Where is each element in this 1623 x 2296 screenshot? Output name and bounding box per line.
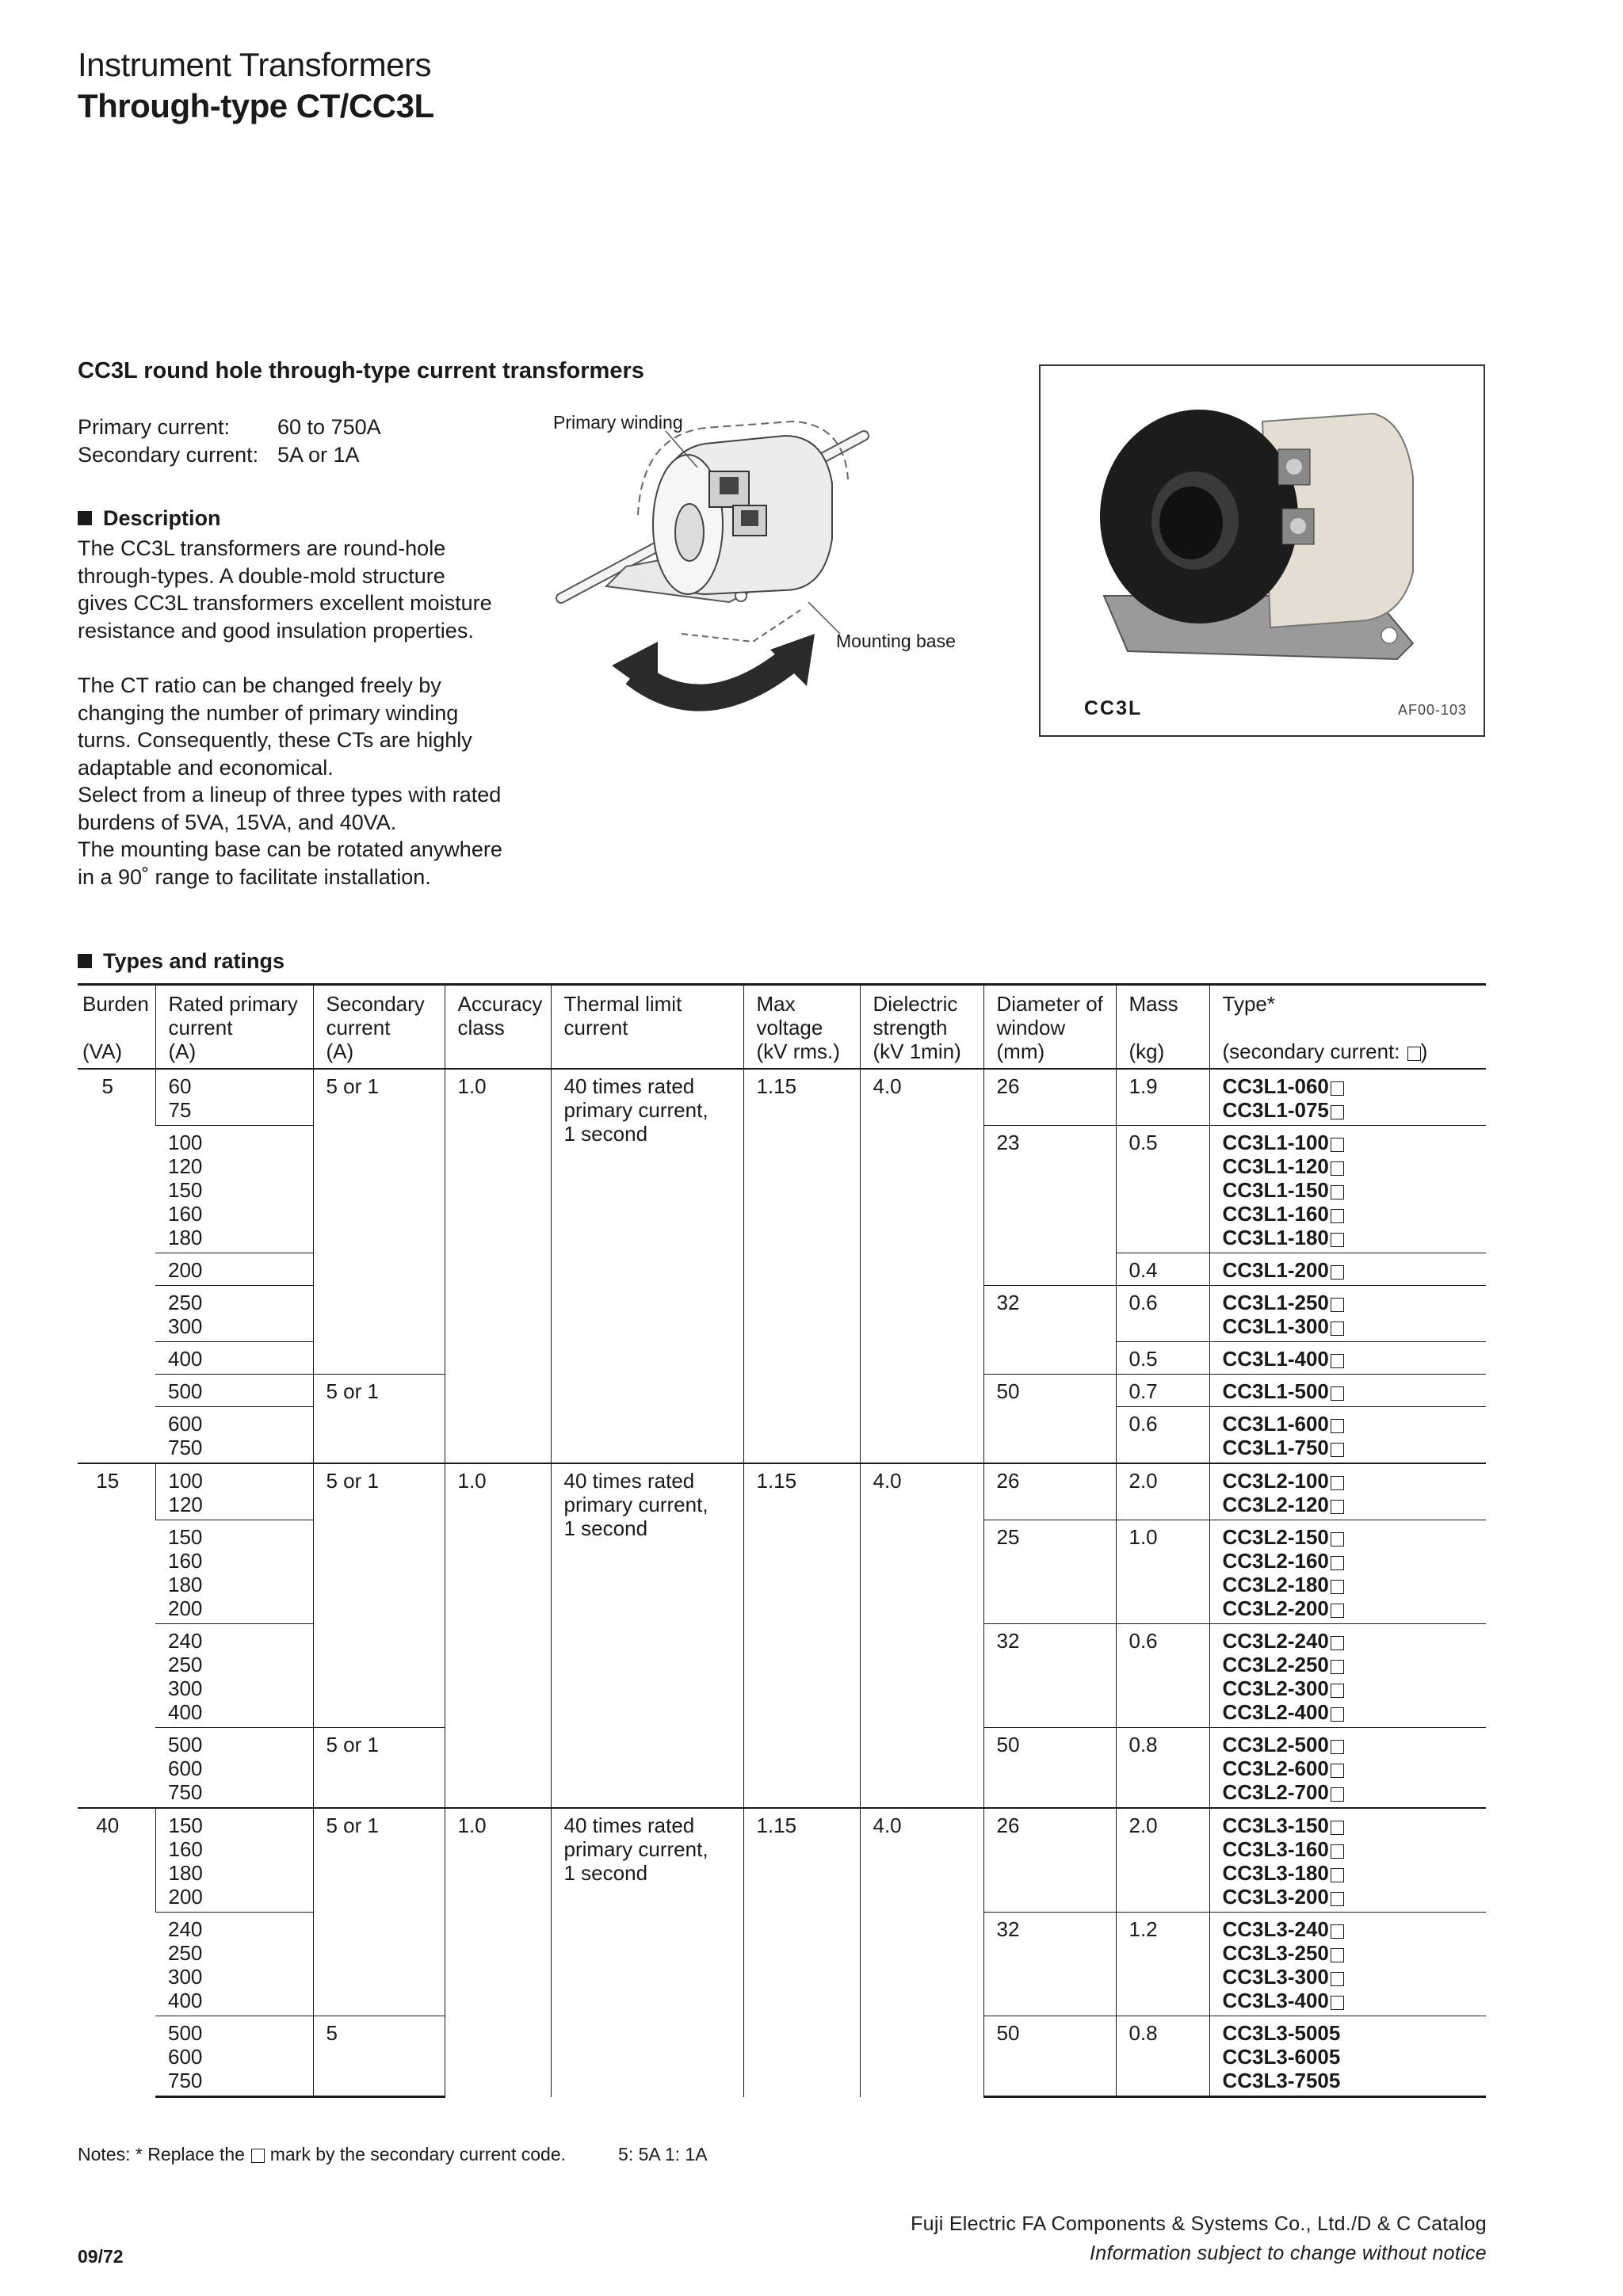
diameter-cell: 32 — [983, 1624, 1116, 1728]
spec-secondary-label: Secondary current: — [78, 443, 259, 467]
mass-cell: 0.6 — [1116, 1624, 1209, 1728]
col-max-voltage: Max voltage (kV rms.) — [743, 985, 860, 1070]
dielectric-cell: 4.0 — [860, 1463, 983, 1808]
table-header-row — [78, 985, 1486, 1070]
diameter-cell: 50 — [983, 1728, 1116, 1809]
checkbox-mark-icon — [1331, 1500, 1344, 1514]
mass-cell: 0.8 — [1116, 2016, 1209, 2097]
col-accuracy: Accuracy class — [445, 985, 551, 1070]
thermal-limit-cell: 40 times rated primary current, 1 second — [551, 1463, 743, 1808]
mass-cell: 0.6 — [1116, 1407, 1209, 1464]
accuracy-cell: 1.0 — [445, 1463, 551, 1808]
secondary-current-cell: 5 or 1 — [313, 1808, 445, 2016]
checkbox-mark-icon — [1331, 1660, 1344, 1674]
mass-cell: 0.7 — [1116, 1375, 1209, 1407]
secondary-current-cell: 5 — [313, 2016, 445, 2097]
checkbox-mark-icon — [1331, 1138, 1344, 1152]
checkbox-mark-icon — [1331, 1185, 1344, 1199]
dielectric-cell: 4.0 — [860, 1808, 983, 2097]
mass-cell: 0.8 — [1116, 1728, 1209, 1809]
mass-cell: 1.0 — [1116, 1520, 1209, 1624]
type-cell: CC3L3-150 CC3L3-160 CC3L3-180 CC3L3-200 — [1209, 1808, 1486, 1913]
checkbox-mark-icon — [1331, 1892, 1344, 1906]
primary-current-cell: 250 300 — [155, 1286, 313, 1342]
burden-cell: 15 — [78, 1463, 155, 1808]
checkbox-mark-icon — [1407, 1047, 1421, 1061]
checkbox-mark-icon — [1331, 1764, 1344, 1778]
col-dielectric: Dielectric strength (kV 1min) — [860, 985, 983, 1070]
checkbox-mark-icon — [1331, 1161, 1344, 1176]
secondary-current-cell: 5 or 1 — [313, 1463, 445, 1728]
checkbox-mark-icon — [1331, 1868, 1344, 1882]
type-cell: CC3L1-500 — [1209, 1375, 1486, 1407]
type-cell: CC3L1-200 — [1209, 1253, 1486, 1286]
page-title: Through-type CT/CC3L — [78, 87, 434, 124]
primary-current-cell: 150 160 180 200 — [155, 1808, 313, 1913]
col-thermal: Thermal limit current — [551, 985, 743, 1070]
checkbox-mark-icon — [1331, 1233, 1344, 1247]
checkbox-mark-icon — [1331, 1707, 1344, 1722]
diameter-cell: 26 — [983, 1463, 1116, 1520]
mass-cell: 0.4 — [1116, 1253, 1209, 1286]
type-cell: CC3L2-150 CC3L2-160 CC3L2-180 CC3L2-200 — [1209, 1520, 1486, 1624]
primary-current-cell: 240 250 300 400 — [155, 1913, 313, 2016]
checkbox-mark-icon — [1331, 1532, 1344, 1547]
types-heading: Types and ratings — [78, 949, 285, 974]
secondary-current-cell: 5 or 1 — [313, 1728, 445, 1809]
primary-current-cell: 100 120 — [155, 1463, 313, 1520]
mass-cell: 0.5 — [1116, 1126, 1209, 1253]
checkbox-mark-icon — [1331, 1948, 1344, 1962]
bullet-square-icon — [78, 954, 92, 968]
type-cell: CC3L1-060 CC3L1-075 — [1209, 1069, 1486, 1126]
catalog-category: Instrument Transformers — [78, 46, 431, 83]
type-cell: CC3L3-240 CC3L3-250 CC3L3-300 CC3L3-400 — [1209, 1913, 1486, 2016]
footer-disclaimer: Information subject to change without notice — [1090, 2242, 1487, 2264]
checkbox-mark-icon — [1331, 1476, 1344, 1490]
table-row — [78, 1463, 1486, 1520]
checkbox-mark-icon — [1331, 1740, 1344, 1754]
checkbox-mark-icon — [1331, 1604, 1344, 1618]
thermal-limit-cell: 40 times rated primary current, 1 second — [551, 1808, 743, 2097]
primary-current-cell: 500 — [155, 1375, 313, 1407]
spec-primary-value: 60 to 750A — [277, 415, 381, 439]
primary-current-cell: 100 120 150 160 180 — [155, 1126, 313, 1253]
mass-cell: 0.6 — [1116, 1286, 1209, 1342]
table-row — [78, 1069, 1486, 1126]
diameter-cell: 50 — [983, 2016, 1116, 2097]
description-para-2: The CT ratio can be changed freely by changing the number of primary winding turns. Consequently, these CTs are highly adaptable and economical. Select from a lineup of three types with rated burdens of 5VA, 15VA, and 40VA. The mounting base can be rotated anywhere in a 90˚ range to facilitate installation. — [78, 673, 502, 889]
description-para-1: The CC3L transformers are round-hole through-types. A double-mold structure gives CC3L transformers excellent moisture resistance and good insulation properties. — [78, 536, 492, 643]
max-voltage-cell: 1.15 — [743, 1069, 860, 1463]
mass-cell: 2.0 — [1116, 1463, 1209, 1520]
burden-cell: 5 — [78, 1069, 155, 1463]
primary-current-cell: 500 600 750 — [155, 1728, 313, 1809]
checkbox-mark-icon — [1331, 1265, 1344, 1280]
diameter-cell: 26 — [983, 1069, 1116, 1126]
spec-primary-label: Primary current: — [78, 415, 231, 439]
label-primary-winding: Primary winding — [553, 412, 683, 433]
photo-caption: CC3L — [1084, 697, 1143, 719]
photo-code: AF00-103 — [1398, 702, 1468, 718]
max-voltage-cell: 1.15 — [743, 1463, 860, 1808]
spec-secondary-value: 5A or 1A — [277, 443, 360, 467]
secondary-current-cell: 5 or 1 — [313, 1375, 445, 1464]
table-row — [78, 1808, 1486, 1913]
col-burden: Burden (VA) — [78, 985, 155, 1070]
col-rated-primary: Rated primary current (A) — [155, 985, 313, 1070]
checkbox-mark-icon — [1331, 1924, 1344, 1939]
diameter-cell: 32 — [983, 1913, 1116, 2016]
page-number: 09/72 — [78, 2246, 124, 2267]
accuracy-cell: 1.0 — [445, 1069, 551, 1463]
checkbox-mark-icon — [1331, 1443, 1344, 1457]
mass-cell: 1.2 — [1116, 1913, 1209, 2016]
ct-mounting-diagram — [547, 404, 975, 721]
type-cell: CC3L2-500 CC3L2-600 CC3L2-700 — [1209, 1728, 1486, 1809]
diameter-cell: 26 — [983, 1808, 1116, 1913]
col-type: Type* (secondary current: ) — [1209, 985, 1486, 1070]
checkbox-mark-icon — [1331, 1209, 1344, 1223]
col-secondary: Secondary current (A) — [313, 985, 445, 1070]
type-cell: CC3L1-100 CC3L1-120 CC3L1-150 CC3L1-160 CC3L1-180 — [1209, 1126, 1486, 1253]
diameter-cell: 23 — [983, 1126, 1116, 1286]
primary-current-cell: 150 160 180 200 — [155, 1520, 313, 1624]
max-voltage-cell: 1.15 — [743, 1808, 860, 2097]
type-cell: CC3L2-100 CC3L2-120 — [1209, 1463, 1486, 1520]
primary-current-cell: 200 — [155, 1253, 313, 1286]
checkbox-mark-icon — [1331, 1787, 1344, 1802]
type-cell: CC3L3-5005 CC3L3-6005 CC3L3-7505 — [1209, 2016, 1486, 2097]
description-heading: Description — [78, 506, 221, 531]
dielectric-cell: 4.0 — [860, 1069, 983, 1463]
checkbox-mark-icon — [1331, 1386, 1344, 1401]
primary-current-cell: 600 750 — [155, 1407, 313, 1464]
type-cell: CC3L1-600 CC3L1-750 — [1209, 1407, 1486, 1464]
checkbox-mark-icon — [1331, 1105, 1344, 1119]
checkbox-mark-icon — [1331, 1996, 1344, 2010]
ratings-table — [78, 983, 1486, 2098]
checkbox-mark-icon — [1331, 1354, 1344, 1368]
table-notes: Notes: * Replace the mark by the secondary current code. 5: 5A 1: 1A — [78, 2144, 708, 2164]
footer-company: Fuji Electric FA Components & Systems Co., Ltd./D & C Catalog — [911, 2213, 1487, 2235]
checkbox-mark-icon — [251, 2149, 265, 2163]
checkbox-mark-icon — [1331, 1081, 1344, 1096]
checkbox-mark-icon — [1331, 1322, 1344, 1336]
checkbox-mark-icon — [1331, 1556, 1344, 1570]
primary-current-cell: 500 600 750 — [155, 2016, 313, 2097]
primary-current-cell: 240 250 300 400 — [155, 1624, 313, 1728]
diameter-cell: 32 — [983, 1286, 1116, 1375]
checkbox-mark-icon — [1331, 1298, 1344, 1312]
section-title: CC3L round hole through-type current transformers — [78, 358, 644, 383]
diameter-cell: 25 — [983, 1520, 1116, 1624]
thermal-limit-cell: 40 times rated primary current, 1 second — [551, 1069, 743, 1463]
checkbox-mark-icon — [1331, 1972, 1344, 1986]
bullet-square-icon — [78, 511, 92, 525]
checkbox-mark-icon — [1331, 1684, 1344, 1698]
primary-current-cell: 60 75 — [155, 1069, 313, 1126]
diameter-cell: 50 — [983, 1375, 1116, 1464]
type-cell: CC3L1-250 CC3L1-300 — [1209, 1286, 1486, 1342]
col-mass: Mass (kg) — [1116, 985, 1209, 1070]
checkbox-mark-icon — [1331, 1844, 1344, 1859]
col-diameter: Diameter of window (mm) — [983, 985, 1116, 1070]
product-photo — [1041, 366, 1484, 735]
checkbox-mark-icon — [1331, 1580, 1344, 1594]
mass-cell: 1.9 — [1116, 1069, 1209, 1126]
product-photo-frame — [1039, 364, 1485, 737]
primary-current-cell: 400 — [155, 1342, 313, 1375]
burden-cell: 40 — [78, 1808, 155, 2097]
checkbox-mark-icon — [1331, 1419, 1344, 1433]
mass-cell: 0.5 — [1116, 1342, 1209, 1375]
accuracy-cell: 1.0 — [445, 1808, 551, 2097]
checkbox-mark-icon — [1331, 1821, 1344, 1835]
mass-cell: 2.0 — [1116, 1808, 1209, 1913]
type-cell: CC3L1-400 — [1209, 1342, 1486, 1375]
label-mounting-base: Mounting base — [836, 631, 956, 651]
checkbox-mark-icon — [1331, 1636, 1344, 1650]
type-cell: CC3L2-240 CC3L2-250 CC3L2-300 CC3L2-400 — [1209, 1624, 1486, 1728]
secondary-current-cell: 5 or 1 — [313, 1069, 445, 1375]
